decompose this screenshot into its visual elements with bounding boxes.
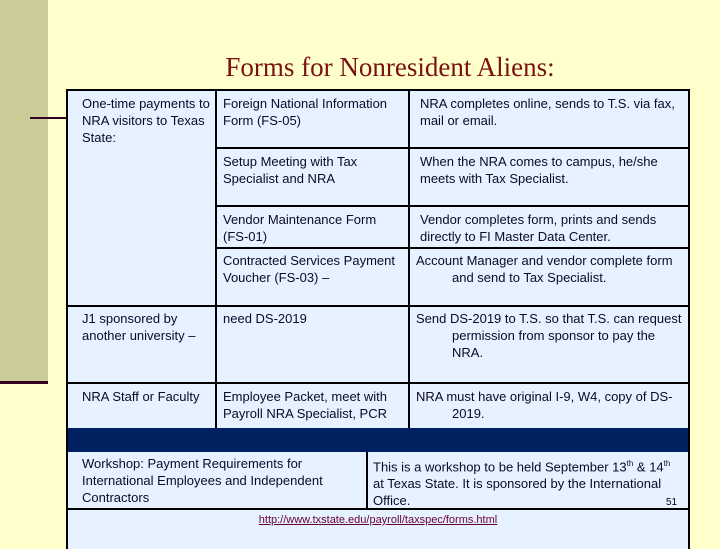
connector-line — [30, 117, 67, 119]
forms-table — [66, 89, 690, 549]
form-fs05: Foreign National Information Form (FS-05) — [223, 96, 388, 128]
action-employee-packet: NRA must have original I-9, W4, copy of DS-2019. — [416, 389, 673, 421]
form-fs01: Vendor Maintenance Form (FS-01) — [223, 212, 377, 244]
action-fs01: Vendor completes form, prints and sends directly to FI Master Data Center. — [420, 212, 657, 244]
action-ds2019: Send DS-2019 to T.S. so that T.S. can request permission from sponsor to pay the NRA. — [416, 311, 682, 360]
form-employee-packet: Employee Packet, meet with Payroll NRA Specialist, PCR — [223, 389, 388, 421]
section-band — [68, 428, 688, 452]
workshop-description: This is a workshop to be held September 13th & 14th at Texas State. It is sponsored by the International Office. — [373, 459, 671, 509]
row-divider — [68, 382, 688, 384]
sidebar-divider — [0, 381, 48, 384]
form-setup-meeting: Setup Meeting with Tax Specialist and NRA — [223, 154, 358, 186]
col-divider — [366, 452, 368, 510]
row-divider — [215, 205, 688, 207]
col-divider — [215, 91, 217, 384]
slide-title: Forms for Nonresident Aliens: — [225, 52, 555, 82]
form-fs03: Contracted Services Payment Voucher (FS-03) – — [223, 253, 395, 285]
row-divider — [215, 147, 688, 149]
action-setup-meeting: When the NRA comes to campus, he/she meets with Tax Specialist. — [420, 154, 658, 186]
row-divider — [68, 305, 688, 307]
row-divider — [215, 247, 688, 249]
col-divider — [408, 91, 410, 428]
page-number: 51 — [666, 497, 678, 508]
form-ds2019: need DS-2019 — [223, 311, 307, 326]
action-fs05: NRA completes online, sends to T.S. via fax, mail or email. — [420, 96, 675, 128]
category-j1: J1 sponsored by another university – — [82, 311, 196, 343]
forms-link[interactable]: http://www.txstate.edu/payroll/taxspec/forms.html — [258, 514, 498, 526]
action-fs03: Account Manager and vendor complete form and send to Tax Specialist. — [416, 253, 673, 285]
category-staff-faculty: NRA Staff or Faculty — [82, 389, 200, 404]
workshop-title: Workshop: Payment Requirements for International Employees and Independent Contractors — [82, 456, 323, 505]
category-one-time: One-time payments to NRA visitors to Texas State: — [82, 96, 210, 145]
